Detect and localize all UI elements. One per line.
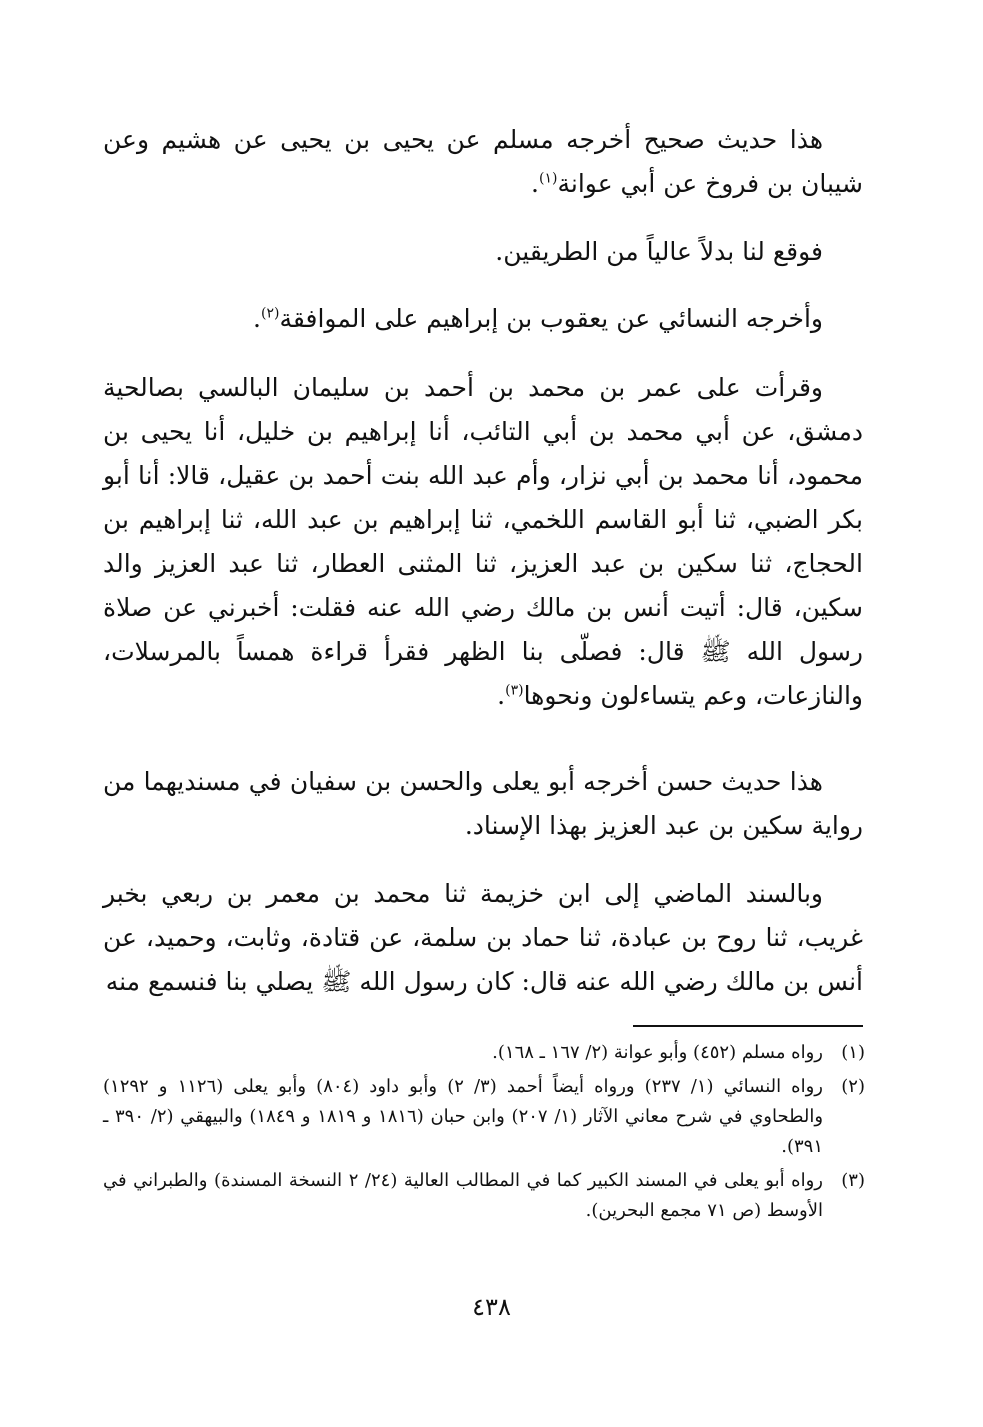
- paragraph-6: [103, 872, 863, 1004]
- footnote-3-text: رواه أبو يعلى في المسند الكبير كما في المطالب العالية (٢٤/ ٢ النسخة المسندة) والطبراني في الأوسط (ص ٧١ مجمع البحرين).: [103, 1170, 823, 1221]
- footnote-1-text: رواه مسلم (٤٥٢) وأبو عوانة (٢/ ١٦٧ ـ ١٦٨).: [492, 1042, 823, 1063]
- paragraph-1-text: هذا حديث صحيح أخرجه مسلم عن يحيى بن يحيى عن هشيم وعن شيبان بن فروخ عن أبي عوانة$^{(١)}$.: [103, 125, 863, 198]
- paragraph-2: [103, 230, 863, 274]
- footnote-3-number: (٣): [841, 1170, 865, 1191]
- footnote-2-number: (٢): [841, 1076, 865, 1097]
- paragraph-4: [103, 366, 863, 718]
- footnote-ref-3: (٣): [505, 682, 524, 699]
- footnotes: [103, 1038, 865, 1230]
- footnote-1-number: (١): [841, 1042, 865, 1063]
- footnote-2-text: رواه النسائي (١/ ٢٣٧) ورواه أيضاً أحمد (٣/ ٢) وأبو داود (٨٠٤) وأبو يعلى (١١٢٦ و ١٢٩٢) والطحاوي في شرح معاني الآثار (١/ ٢٠٧) وابن حبان (١٨١٦ و ١٨١٩ و ١٨٤٩) والبيهقي (٢/ ٣٩٠ ـ ٣٩١).: [103, 1076, 824, 1157]
- paragraph-5-text: هذا حديث حسن أخرجه أبو يعلى والحسن بن سفيان في مسنديهما من رواية سكين بن عبد العزيز بهذا الإسناد.: [103, 767, 863, 840]
- footnote-3: [103, 1166, 865, 1226]
- paragraph-3-text: وأخرجه النسائي عن يعقوب بن إبراهيم على الموافقة$^{(٢)}$.: [253, 304, 823, 333]
- page-number: ٤٣٨: [472, 1293, 511, 1321]
- footnote-1: [103, 1038, 865, 1068]
- footnote-ref-2: (٢): [260, 305, 280, 322]
- paragraph-5: [103, 760, 863, 848]
- paragraph-6-text: وبالسند الماضي إلى ابن خزيمة ثنا محمد بن معمر بن ربعي بخبر غريب، ثنا روح بن عبادة، ثنا حماد بن سلمة، عن قتادة، وثابت، وحميد، عن أنس بن مالك رضي الله عنه قال: كان رسول الله ﷺ يصلي بنا فنسمع منه: [103, 879, 863, 996]
- paragraph-4-text: وقرأت على عمر بن محمد بن أحمد بن سليمان البالسي بصالحية دمشق، عن أبي محمد بن أبي التائب، أنا إبراهيم بن خليل، أنا يحيى بن محمود، أنا محمد بن أبي نزار، وأم عبد الله بنت أحمد بن عقيل، قالا: أنا أبو بكر الضبي، ثنا أبو القاسم اللخمي، ثنا إبراهيم بن عبد الله، ثنا إبراهيم بن الحجاج، ثنا سكين بن عبد العزيز، ثنا المثنى العطار، ثنا عبد العزيز والد سكين، قال: أتيت أنس بن مالك رضي الله عنه فقلت: أخبرني عن صلاة رسول الله ﷺ قال: فصلّى بنا الظهر فقرأ قراءة همساً بالمرسلات، والنازعات، وعم يتساءلون ونحوها$^{(٣)}$.: [103, 373, 863, 710]
- footnote-ref-1: (١): [539, 170, 558, 187]
- footnote-separator: [633, 1025, 863, 1027]
- paragraph-3: [103, 297, 863, 341]
- paragraph-2-text: فوقع لنا بدلاً عالياً من الطريقين.: [495, 237, 823, 266]
- paragraph-1: [103, 118, 863, 206]
- footnote-2: [103, 1072, 865, 1162]
